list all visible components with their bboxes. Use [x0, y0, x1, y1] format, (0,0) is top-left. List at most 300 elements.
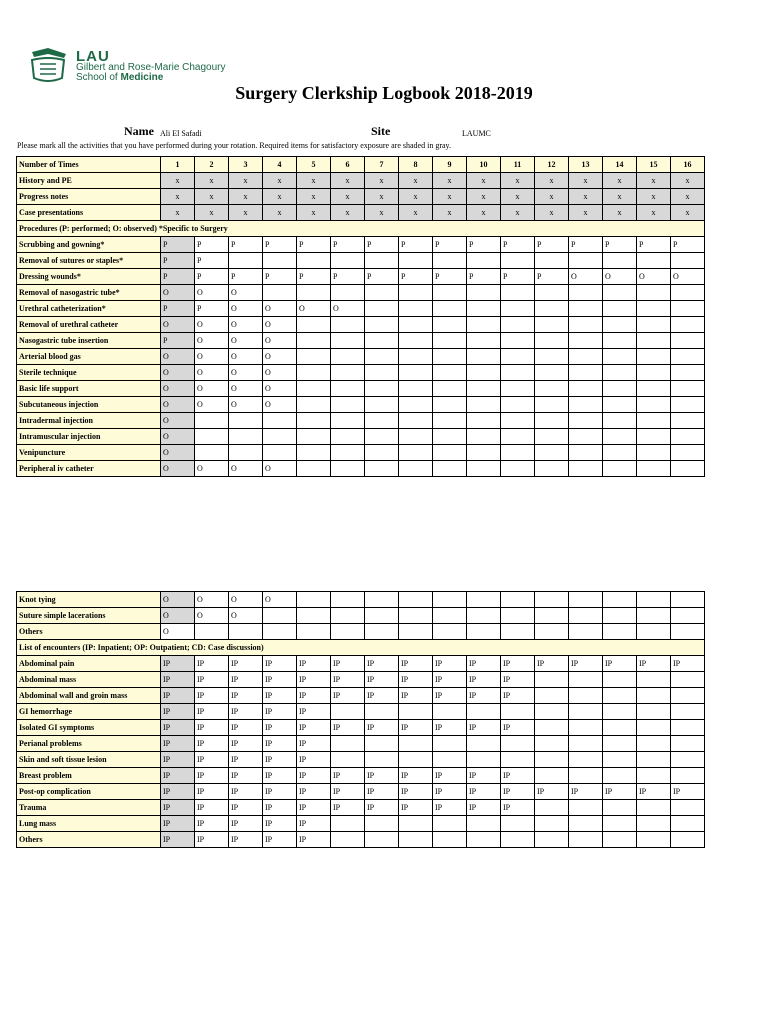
- table-cell: IP: [229, 768, 263, 784]
- table-cell: IP: [467, 784, 501, 800]
- table-cell: [671, 832, 705, 848]
- table-row: [17, 704, 705, 720]
- table-cell: [467, 253, 501, 269]
- table-cell: [535, 349, 569, 365]
- table-cell: P: [229, 269, 263, 285]
- logo-line2: School of Medicine: [76, 72, 164, 83]
- table-row: [17, 832, 705, 848]
- table-cell: [603, 301, 637, 317]
- row-label: Breast problem: [17, 768, 161, 784]
- table-row: [17, 365, 705, 381]
- table-cell: O: [161, 624, 195, 640]
- table-cell: [501, 365, 535, 381]
- table-cell: x: [365, 205, 399, 221]
- table-cell: [603, 720, 637, 736]
- table-cell: [569, 397, 603, 413]
- section-row: [17, 640, 705, 656]
- table-cell: [603, 608, 637, 624]
- table-cell: [501, 461, 535, 477]
- table-cell: [671, 800, 705, 816]
- table-cell: IP: [637, 656, 671, 672]
- table-cell: IP: [195, 768, 229, 784]
- table-cell: O: [161, 461, 195, 477]
- table-cell: [501, 445, 535, 461]
- table-cell: [569, 381, 603, 397]
- table-row: [17, 349, 705, 365]
- table-cell: x: [671, 189, 705, 205]
- table-row: [17, 381, 705, 397]
- table-cell: IP: [365, 768, 399, 784]
- table-cell: [603, 704, 637, 720]
- column-header: 13: [569, 157, 603, 173]
- table-cell: [501, 397, 535, 413]
- table-cell: IP: [433, 800, 467, 816]
- table-cell: O: [161, 413, 195, 429]
- table-cell: IP: [433, 656, 467, 672]
- table-cell: x: [297, 173, 331, 189]
- table-cell: O: [331, 301, 365, 317]
- table-cell: IP: [501, 768, 535, 784]
- table-cell: IP: [501, 672, 535, 688]
- table-cell: [501, 832, 535, 848]
- row-label: Lung mass: [17, 816, 161, 832]
- table-cell: [331, 365, 365, 381]
- table-cell: [331, 592, 365, 608]
- table-cell: [229, 445, 263, 461]
- row-label: Suture simple lacerations: [17, 608, 161, 624]
- table-cell: P: [229, 237, 263, 253]
- table-cell: [399, 301, 433, 317]
- table-cell: x: [229, 205, 263, 221]
- table-cell: [195, 445, 229, 461]
- section-header: List of encounters (IP: Inpatient; OP: Outpatient; CD: Case discussion): [17, 640, 705, 656]
- table-cell: [603, 736, 637, 752]
- table-cell: [365, 592, 399, 608]
- table-cell: P: [603, 237, 637, 253]
- table-cell: IP: [229, 720, 263, 736]
- table-cell: IP: [467, 656, 501, 672]
- table-cell: IP: [263, 768, 297, 784]
- table-cell: [671, 736, 705, 752]
- table-cell: x: [195, 173, 229, 189]
- page-title: Surgery Clerkship Logbook 2018-2019: [235, 83, 533, 103]
- table-cell: x: [365, 189, 399, 205]
- table-cell: IP: [161, 656, 195, 672]
- table-cell: [331, 752, 365, 768]
- table-cell: O: [195, 333, 229, 349]
- table-cell: [331, 317, 365, 333]
- table-cell: O: [263, 317, 297, 333]
- table-cell: IP: [161, 768, 195, 784]
- table-cell: [399, 333, 433, 349]
- column-header: 2: [195, 157, 229, 173]
- table-cell: [399, 736, 433, 752]
- table-cell: [399, 592, 433, 608]
- table-cell: [399, 608, 433, 624]
- table-cell: IP: [501, 800, 535, 816]
- table-row: [17, 736, 705, 752]
- table-cell: x: [399, 189, 433, 205]
- table-cell: x: [637, 205, 671, 221]
- table-cell: [263, 608, 297, 624]
- table-cell: P: [671, 237, 705, 253]
- logo-abbr: LAU: [76, 48, 110, 65]
- table-cell: O: [229, 397, 263, 413]
- table-cell: [467, 816, 501, 832]
- table-cell: IP: [297, 672, 331, 688]
- table-cell: IP: [195, 752, 229, 768]
- table-cell: O: [263, 349, 297, 365]
- table-cell: [637, 816, 671, 832]
- table-cell: x: [501, 189, 535, 205]
- table-cell: P: [263, 237, 297, 253]
- table-cell: [637, 768, 671, 784]
- table-cell: IP: [297, 768, 331, 784]
- table-cell: P: [535, 269, 569, 285]
- table-cell: [569, 317, 603, 333]
- table-row: [17, 413, 705, 429]
- table-cell: [671, 720, 705, 736]
- table-cell: IP: [263, 656, 297, 672]
- table-cell: IP: [263, 816, 297, 832]
- table-cell: IP: [195, 832, 229, 848]
- row-label: Trauma: [17, 800, 161, 816]
- row-label: Arterial blood gas: [17, 349, 161, 365]
- table-cell: IP: [229, 832, 263, 848]
- table-cell: [603, 253, 637, 269]
- table-row: [17, 816, 705, 832]
- table-cell: [433, 624, 467, 640]
- table-cell: [569, 333, 603, 349]
- table-cell: x: [229, 173, 263, 189]
- table-cell: [603, 285, 637, 301]
- table-cell: IP: [365, 672, 399, 688]
- table-cell: [433, 333, 467, 349]
- table-cell: [671, 624, 705, 640]
- table-cell: [399, 832, 433, 848]
- table-cell: [433, 736, 467, 752]
- table-cell: [365, 349, 399, 365]
- table-cell: [671, 672, 705, 688]
- table-cell: O: [161, 445, 195, 461]
- table-cell: [331, 816, 365, 832]
- table-cell: O: [229, 461, 263, 477]
- row-label: Peripheral iv catheter: [17, 461, 161, 477]
- table-cell: [263, 413, 297, 429]
- row-label: Dressing wounds*: [17, 269, 161, 285]
- table-cell: IP: [229, 672, 263, 688]
- table-cell: [297, 365, 331, 381]
- table-cell: [603, 333, 637, 349]
- table-cell: [671, 816, 705, 832]
- table-cell: [467, 445, 501, 461]
- table-cell: [535, 333, 569, 349]
- section-header: Procedures (P: performed; O: observed) *Specific to Surgery: [17, 221, 705, 237]
- table-cell: P: [501, 237, 535, 253]
- table-cell: IP: [229, 688, 263, 704]
- site-value: LAUMC: [462, 129, 491, 138]
- table-cell: [433, 413, 467, 429]
- table-cell: P: [433, 237, 467, 253]
- section-row: [17, 221, 705, 237]
- table-row: [17, 333, 705, 349]
- table-cell: IP: [297, 752, 331, 768]
- table-cell: [297, 397, 331, 413]
- table-cell: IP: [501, 784, 535, 800]
- table-cell: IP: [263, 688, 297, 704]
- table-row: [17, 624, 705, 640]
- table-cell: IP: [399, 720, 433, 736]
- table-cell: [365, 381, 399, 397]
- table-cell: P: [161, 301, 195, 317]
- table-cell: [637, 349, 671, 365]
- table-cell: x: [263, 173, 297, 189]
- table-cell: x: [331, 205, 365, 221]
- table-cell: [467, 301, 501, 317]
- table-cell: IP: [331, 656, 365, 672]
- table-cell: x: [501, 205, 535, 221]
- table-cell: x: [637, 189, 671, 205]
- lau-emblem-icon: [26, 48, 70, 84]
- table-row: [17, 205, 705, 221]
- table-cell: [501, 285, 535, 301]
- table-cell: [569, 592, 603, 608]
- table-cell: [535, 752, 569, 768]
- column-header: 7: [365, 157, 399, 173]
- table-cell: [569, 253, 603, 269]
- table-cell: [263, 445, 297, 461]
- table-cell: [467, 429, 501, 445]
- table-cell: IP: [161, 784, 195, 800]
- table-cell: x: [161, 173, 195, 189]
- table-cell: [501, 608, 535, 624]
- table-cell: IP: [433, 688, 467, 704]
- table-cell: O: [637, 269, 671, 285]
- table-cell: [535, 688, 569, 704]
- table-cell: [501, 429, 535, 445]
- table-cell: IP: [399, 784, 433, 800]
- table-cell: x: [195, 189, 229, 205]
- table-cell: IP: [195, 800, 229, 816]
- table-cell: [467, 704, 501, 720]
- table-cell: P: [467, 237, 501, 253]
- table-cell: IP: [569, 784, 603, 800]
- table-cell: [331, 445, 365, 461]
- table-cell: IP: [331, 688, 365, 704]
- table-cell: [433, 381, 467, 397]
- table-cell: [501, 317, 535, 333]
- table-cell: [501, 704, 535, 720]
- table-cell: [569, 672, 603, 688]
- table-cell: IP: [365, 656, 399, 672]
- table-cell: x: [331, 189, 365, 205]
- table-cell: O: [161, 592, 195, 608]
- table-cell: [467, 752, 501, 768]
- table-cell: O: [195, 397, 229, 413]
- table-cell: [535, 381, 569, 397]
- table-cell: P: [399, 269, 433, 285]
- table-cell: IP: [399, 672, 433, 688]
- table-cell: IP: [263, 736, 297, 752]
- table-cell: IP: [161, 832, 195, 848]
- table-cell: IP: [263, 704, 297, 720]
- table-cell: IP: [297, 816, 331, 832]
- table-cell: x: [433, 173, 467, 189]
- table-cell: [637, 720, 671, 736]
- table-cell: [399, 704, 433, 720]
- table-cell: x: [603, 189, 637, 205]
- table-cell: IP: [671, 656, 705, 672]
- table-cell: O: [263, 397, 297, 413]
- row-label: Progress notes: [17, 189, 161, 205]
- table-cell: P: [569, 237, 603, 253]
- table-cell: [297, 253, 331, 269]
- table-cell: P: [501, 269, 535, 285]
- table-cell: [603, 768, 637, 784]
- table-cell: [603, 429, 637, 445]
- table-cell: [501, 301, 535, 317]
- table-cell: [399, 349, 433, 365]
- table-cell: [195, 429, 229, 445]
- table-cell: [569, 704, 603, 720]
- logbook-table-continued: [16, 591, 705, 848]
- table-cell: x: [229, 189, 263, 205]
- column-header: 10: [467, 157, 501, 173]
- table-cell: [331, 397, 365, 413]
- column-header: 15: [637, 157, 671, 173]
- table-cell: IP: [263, 672, 297, 688]
- table-row: [17, 720, 705, 736]
- table-cell: O: [297, 301, 331, 317]
- table-cell: [297, 592, 331, 608]
- table-cell: x: [365, 173, 399, 189]
- table-cell: [297, 317, 331, 333]
- table-row: [17, 656, 705, 672]
- table-cell: [535, 461, 569, 477]
- table-cell: [535, 704, 569, 720]
- table-cell: O: [229, 317, 263, 333]
- table-cell: [569, 832, 603, 848]
- table-cell: O: [195, 285, 229, 301]
- table-cell: [637, 413, 671, 429]
- table-row: [17, 752, 705, 768]
- table-cell: [535, 413, 569, 429]
- table-cell: [399, 752, 433, 768]
- table-cell: IP: [365, 800, 399, 816]
- table-cell: P: [161, 333, 195, 349]
- table-cell: [569, 413, 603, 429]
- table-cell: IP: [501, 656, 535, 672]
- table-cell: IP: [331, 800, 365, 816]
- table-cell: [229, 413, 263, 429]
- table-cell: [331, 349, 365, 365]
- table-cell: [671, 445, 705, 461]
- table-cell: IP: [365, 720, 399, 736]
- table-cell: [365, 413, 399, 429]
- table-row: [17, 301, 705, 317]
- table-cell: P: [161, 237, 195, 253]
- table-cell: [365, 832, 399, 848]
- table-row: [17, 397, 705, 413]
- table-cell: [535, 816, 569, 832]
- table-cell: P: [331, 237, 365, 253]
- table-cell: IP: [161, 752, 195, 768]
- column-header: 12: [535, 157, 569, 173]
- row-label: Removal of urethral catheter: [17, 317, 161, 333]
- row-label: History and PE: [17, 173, 161, 189]
- table-cell: [399, 381, 433, 397]
- table-cell: [671, 285, 705, 301]
- table-cell: [637, 592, 671, 608]
- table-cell: x: [603, 205, 637, 221]
- table-cell: [535, 429, 569, 445]
- table-row: [17, 461, 705, 477]
- table-cell: [263, 285, 297, 301]
- table-cell: x: [399, 205, 433, 221]
- table-cell: [603, 752, 637, 768]
- table-cell: IP: [365, 784, 399, 800]
- table-cell: [671, 349, 705, 365]
- table-cell: x: [467, 189, 501, 205]
- table-cell: [263, 624, 297, 640]
- table-cell: [603, 461, 637, 477]
- table-cell: IP: [195, 656, 229, 672]
- table-cell: [399, 624, 433, 640]
- table-row: [17, 237, 705, 253]
- table-cell: [671, 592, 705, 608]
- table-cell: O: [161, 608, 195, 624]
- table-cell: [603, 397, 637, 413]
- table-cell: [433, 816, 467, 832]
- table-cell: [365, 253, 399, 269]
- table-cell: IP: [161, 816, 195, 832]
- table-cell: IP: [161, 800, 195, 816]
- table-cell: [331, 253, 365, 269]
- table-cell: [535, 397, 569, 413]
- table-row: [17, 285, 705, 301]
- table-cell: [603, 381, 637, 397]
- table-cell: O: [569, 269, 603, 285]
- table-cell: [637, 317, 671, 333]
- row-label: Perianal problems: [17, 736, 161, 752]
- table-cell: IP: [229, 752, 263, 768]
- table-cell: [671, 704, 705, 720]
- table-cell: [331, 413, 365, 429]
- table-cell: [569, 816, 603, 832]
- row-label: Abdominal wall and groin mass: [17, 688, 161, 704]
- table-cell: O: [671, 269, 705, 285]
- table-cell: [467, 608, 501, 624]
- table-cell: [433, 445, 467, 461]
- table-cell: [229, 429, 263, 445]
- table-row: [17, 253, 705, 269]
- table-cell: O: [229, 381, 263, 397]
- table-cell: [331, 832, 365, 848]
- table-cell: IP: [195, 720, 229, 736]
- table-cell: [365, 816, 399, 832]
- table-cell: IP: [161, 720, 195, 736]
- table-cell: x: [569, 189, 603, 205]
- table-cell: [569, 349, 603, 365]
- table-cell: [501, 816, 535, 832]
- table-cell: [331, 285, 365, 301]
- table-cell: [297, 349, 331, 365]
- table-cell: IP: [229, 816, 263, 832]
- row-label: Urethral catheterization*: [17, 301, 161, 317]
- table-cell: P: [637, 237, 671, 253]
- table-cell: IP: [263, 784, 297, 800]
- table-cell: [467, 333, 501, 349]
